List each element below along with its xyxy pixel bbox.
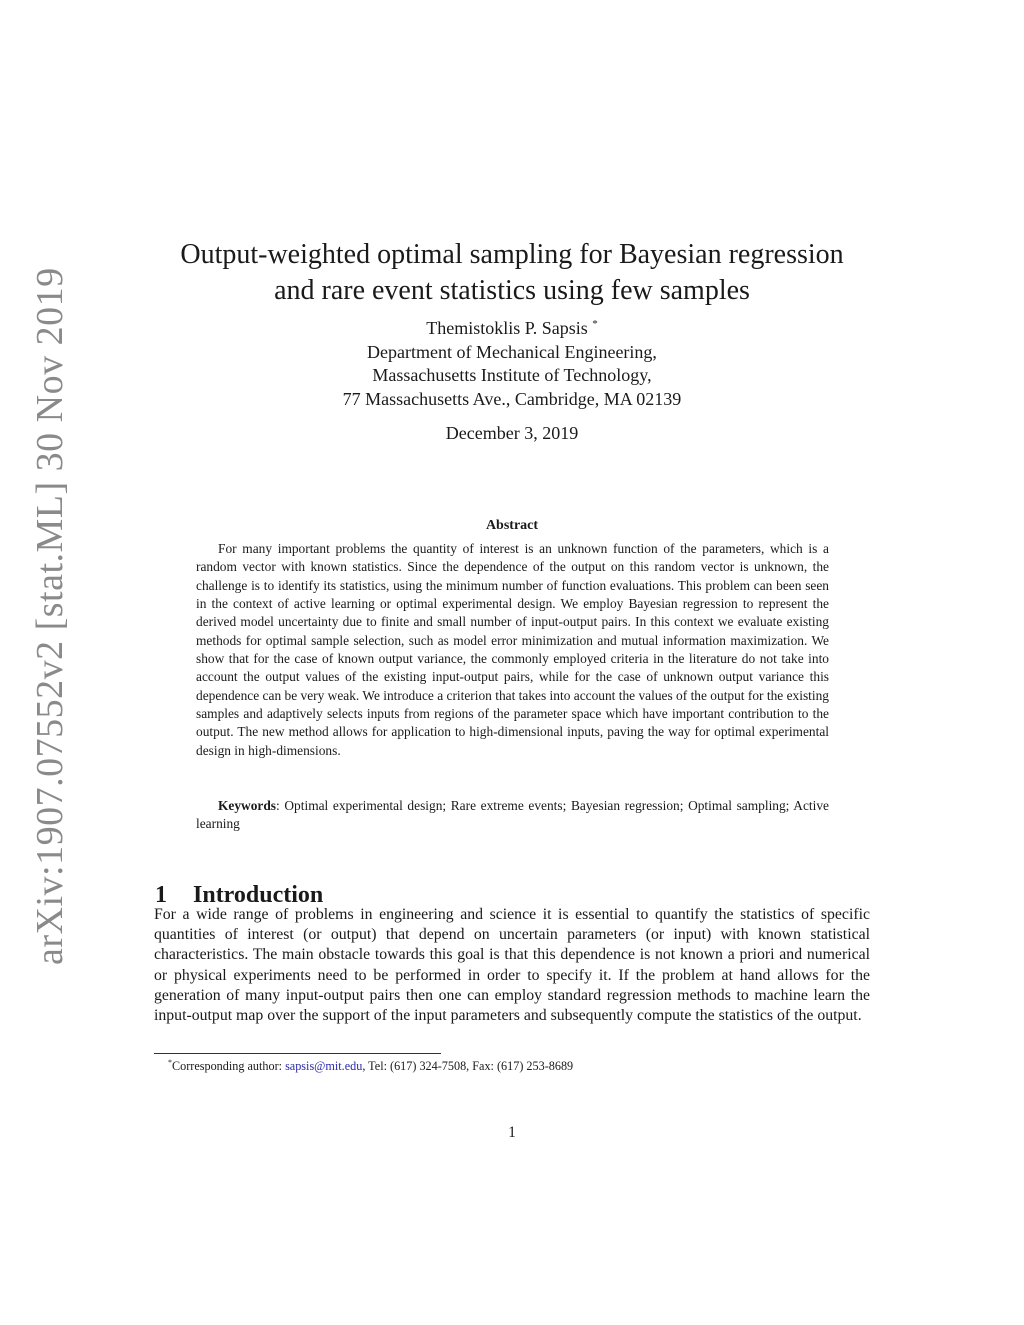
affiliation-line-2: Massachusetts Institute of Technology, <box>372 365 652 385</box>
footnote-marker: * <box>168 1058 172 1067</box>
paper-title <box>120 237 904 309</box>
affiliation-line-1: Department of Mechanical Engineering, <box>367 341 657 362</box>
footnote-prefix: Corresponding author: <box>172 1059 286 1073</box>
title-line-1: Output-weighted optimal sampling for Bayesian regression <box>180 238 844 270</box>
abstract-text: For many important problems the quantity of interest is an unknown function of the parameters, which is a random vector with known statistics. Since the dependence of the output on this random vector is unknown, the challenge is to identify its statistics, using the minimum number of function evaluations. This problem can been seen in the context of active learning or optimal experimental design. We employ Bayesian regression to represent the derived model uncertainty due to finite and small number of input-output pairs. In this context we evaluate existing methods for optimal sample selection, such as model error minimization and mutual information maximization. We show that for the case of known output variance, the commonly employed criteria in the literature do not take into account the output values of the existing input-output pairs, while for the case of unknown output variance this dependence can be very weak. We introduce a criterion that takes into account the values of the output for the existing samples and adaptively selects inputs from regions of the parameter space which have important contribution to the output. The new method allows for application to high-dimensional inputs, paving the way for optimal experimental design in high-dimensions. <box>196 541 829 758</box>
section-title: Introduction <box>193 881 324 908</box>
abstract-heading: Abstract <box>485 518 539 533</box>
author-name: Themistoklis P. Sapsis <box>426 318 588 338</box>
footnote <box>168 1058 573 1074</box>
affiliation-line-3: 77 Massachusetts Ave., Cambridge, MA 02139 <box>342 388 682 409</box>
arxiv-identifier-stamp: arXiv:1907.07552v2 [stat.ML] 30 Nov 2019 <box>29 267 71 965</box>
author-block <box>200 313 824 411</box>
publication-date: December 3, 2019 <box>445 423 579 443</box>
footnote-contact: , Tel: (617) 324-7508, Fax: (617) 253-8689 <box>362 1059 574 1073</box>
keywords-label: Keywords <box>218 798 277 813</box>
introduction-paragraph: For a wide range of problems in engineering and science it is essential to quantify the statistics of specific quantities of interest (or output) that depend on uncertain parameters (or input) with known statistical characteristics. The main obstacle towards this goal is that this dependence is not known a priori and numerical or physical experiments need to be performed in order to specify it. If the problem at hand allows for the generation of many input-output pairs then one can employ standard regression methods to machine learn the input-output map over the support of the input parameters and subsequently compute the statistics of the output. <box>154 906 870 1025</box>
section-number: 1 <box>155 881 167 908</box>
author-email-link[interactable]: sapsis@mit.edu <box>285 1059 363 1073</box>
keywords-text: : Optimal experimental design; Rare extreme events; Bayesian regression; Optimal sampling; Active learning <box>196 798 829 832</box>
keywords <box>196 797 829 834</box>
title-line-2: and rare event statistics using few samples <box>274 274 750 306</box>
page-number: 1 <box>508 1124 516 1141</box>
author-footnote-marker: * <box>592 318 598 330</box>
footnote-divider <box>154 1053 441 1054</box>
